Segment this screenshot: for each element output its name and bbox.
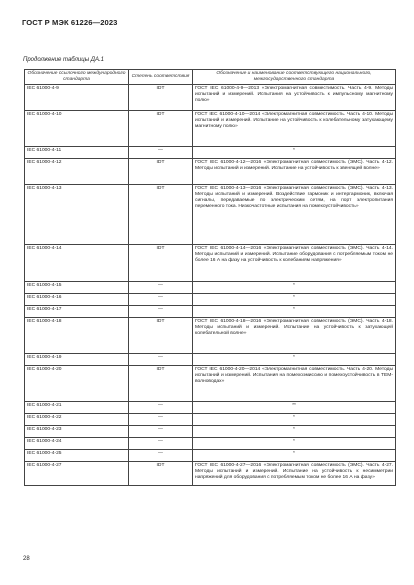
- standard-code-cell: IEC 61000-4-14: [25, 245, 129, 282]
- document-header: ГОСТ Р МЭК 61226—2023: [22, 18, 118, 27]
- national-standard-cell: *: [193, 282, 396, 294]
- degree-cell: —: [129, 282, 193, 294]
- table-row: [25, 159, 396, 185]
- degree-cell: —: [129, 414, 193, 426]
- standard-code-cell: IEC 61000-4-25: [25, 450, 129, 462]
- table-row: [25, 306, 396, 318]
- degree-cell: IDT: [129, 318, 193, 354]
- table-row: [25, 354, 396, 366]
- standard-code-cell: IEC 61000-4-10: [25, 111, 129, 147]
- degree-cell: IDT: [129, 185, 193, 245]
- table-row: [25, 438, 396, 450]
- standard-code-cell: IEC 61000-4-11: [25, 147, 129, 159]
- standard-code-cell: IEC 61000-4-19: [25, 354, 129, 366]
- degree-cell: IDT: [129, 366, 193, 402]
- degree-cell: —: [129, 426, 193, 438]
- standard-code-cell: IEC 61000-4-9: [25, 85, 129, 111]
- table-row: [25, 402, 396, 414]
- standard-code-cell: IEC 61000-4-24: [25, 438, 129, 450]
- table-continuation-caption: Продолжение таблицы ДА.1: [23, 57, 105, 63]
- standard-code-cell: IEC 61000-4-23: [25, 426, 129, 438]
- national-standard-cell: *: [193, 294, 396, 306]
- national-standard-cell: *: [193, 438, 396, 450]
- reference-standards-table: [24, 69, 396, 486]
- degree-cell: IDT: [129, 462, 193, 486]
- national-standard-cell: ГОСТ IEC 61000-4-13—2016 «Электромагнитная совместимость (ЭМС). Часть 4-13. Методы испытаний и измерений. Воздействие гармоник и интергармоник, включая сигналы, передаваемые по электрическим сетям, на порт электропитания переменного тока. Низкочастотные испытания на помехоустойчивость»: [193, 185, 396, 245]
- table-row: [25, 185, 396, 245]
- degree-cell: —: [129, 438, 193, 450]
- standard-code-cell: IEC 61000-4-22: [25, 414, 129, 426]
- national-standard-cell: ГОСТ IEC 61000-4-20—2014 «Электромагнитная совместимость. Часть 4-20. Методы испытаний и измерений. Испытания на помехоэмиссию и помехоустойчивость в TEM-волноводах»: [193, 366, 396, 402]
- standard-code-cell: IEC 61000-4-21: [25, 402, 129, 414]
- national-standard-cell: ГОСТ IEC 61000-4-18—2016 «Электромагнитная совместимость (ЭМС). Часть 4-18. Методы испытаний и измерений. Испытание на устойчивость к затухающей колебательной волне»: [193, 318, 396, 354]
- table-header-row: [25, 70, 396, 85]
- national-standard-cell: ГОСТ IEC 61000-4-12—2016 «Электромагнитная совместимость (ЭМС). Часть 4-12. Методы испытаний и измерений. Испытание на устойчивость к звенящей волне»: [193, 159, 396, 185]
- degree-cell: IDT: [129, 159, 193, 185]
- table-row: [25, 282, 396, 294]
- degree-cell: —: [129, 306, 193, 318]
- degree-cell: IDT: [129, 245, 193, 282]
- degree-cell: IDT: [129, 85, 193, 111]
- standard-code-cell: IEC 61000-4-17: [25, 306, 129, 318]
- table-row: [25, 85, 396, 111]
- standard-code-cell: IEC 61000-4-13: [25, 185, 129, 245]
- table-row: [25, 147, 396, 159]
- standard-code-cell: IEC 61000-4-12: [25, 159, 129, 185]
- national-standard-cell: *: [193, 450, 396, 462]
- degree-cell: —: [129, 147, 193, 159]
- degree-cell: —: [129, 294, 193, 306]
- table-row: [25, 450, 396, 462]
- column-header-international-standard: Обозначение ссылочного международного стандарта: [25, 70, 129, 85]
- column-header-national-standard: Обозначение и наименование соответствующего национального, межгосударственного стандарта: [193, 70, 396, 85]
- standard-code-cell: IEC 61000-4-15: [25, 282, 129, 294]
- table-row: [25, 294, 396, 306]
- standard-code-cell: IEC 61000-4-16: [25, 294, 129, 306]
- table-row: [25, 318, 396, 354]
- degree-cell: IDT: [129, 111, 193, 147]
- degree-cell: —: [129, 450, 193, 462]
- standard-code-cell: IEC 61000-4-20: [25, 366, 129, 402]
- national-standard-cell: *: [193, 147, 396, 159]
- national-standard-cell: *: [193, 354, 396, 366]
- page-number: 28: [23, 556, 30, 562]
- standard-code-cell: IEC 61000-4-27: [25, 462, 129, 486]
- table-row: [25, 426, 396, 438]
- table-row: [25, 111, 396, 147]
- national-standard-cell: *: [193, 426, 396, 438]
- national-standard-cell: ГОСТ IEC 61000-4-14—2016 «Электромагнитная совместимость (ЭМС). Часть 4-14. Методы испытаний и измерений. Испытание оборудования с потребляемым током не более 16 А на фазу на устойчивость к колебаниям напряжения»: [193, 245, 396, 282]
- national-standard-cell: *: [193, 306, 396, 318]
- national-standard-cell: ГОСТ IEC 61000-4-9—2013 «Электромагнитная совместимость. Часть 4-9. Методы испытаний и измерений. Испытания на устойчивость к импульсному магнитному полю»: [193, 85, 396, 111]
- table-row: [25, 414, 396, 426]
- standard-code-cell: IEC 61000-4-18: [25, 318, 129, 354]
- column-header-degree: Степень соответствия: [129, 70, 193, 85]
- table-row: [25, 245, 396, 282]
- degree-cell: —: [129, 402, 193, 414]
- degree-cell: —: [129, 354, 193, 366]
- national-standard-cell: **: [193, 402, 396, 414]
- table-row: [25, 366, 396, 402]
- table-row: [25, 462, 396, 486]
- national-standard-cell: ГОСТ IEC 61000-4-27—2016 «Электромагнитная совместимость (ЭМС). Часть 4-27. Методы испытаний и измерений. Испытание на устойчивость к несимметрии напряжений для оборудования с потребляемым током не более 16 А на фазу»: [193, 462, 396, 486]
- national-standard-cell: ГОСТ IEC 61000-4-10—2014 «Электромагнитная совместимость. Часть 4-10. Методы испытаний и измерений. Испытание на устойчивость к колебательному затухающему магнитному полю»: [193, 111, 396, 147]
- national-standard-cell: *: [193, 414, 396, 426]
